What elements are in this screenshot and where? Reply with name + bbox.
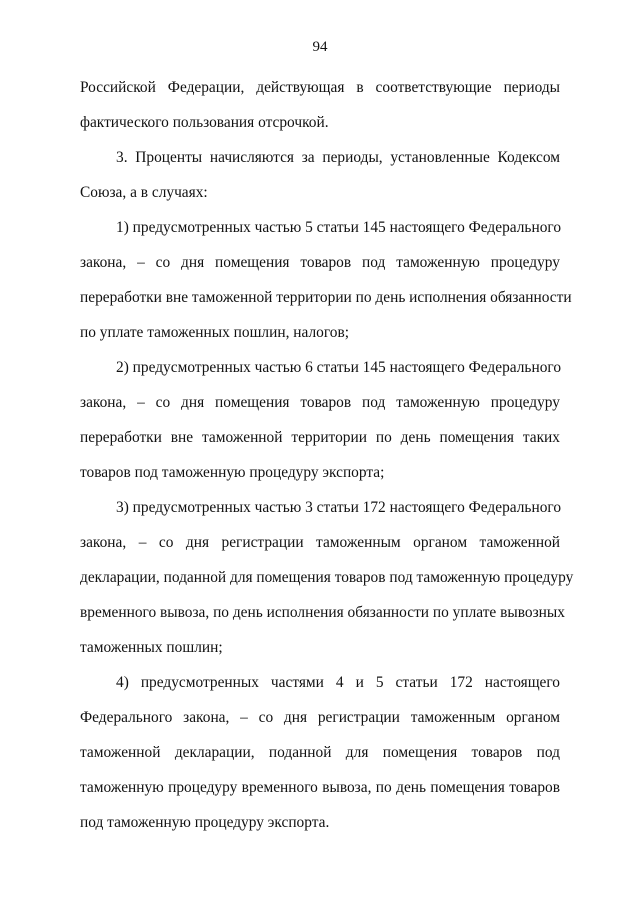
text-line: закона, – со дня помещения товаров под таможенную процедуру xyxy=(80,394,560,411)
text-line: Российской Федерации, действующая в соответствующие периоды xyxy=(80,79,560,96)
text-line: таможенной декларации, поданной для помещения товаров под xyxy=(80,744,560,761)
text-line: фактического пользования отсрочкой. xyxy=(80,114,329,131)
paragraph-subitem-4 xyxy=(80,665,560,840)
text-line: 3. Проценты начисляются за периоды, установленные Кодексом xyxy=(116,149,560,166)
text-line: товаров под таможенную процедуру экспорта; xyxy=(80,464,385,481)
text-line: под таможенную процедуру экспорта. xyxy=(80,814,330,831)
paragraph-item-3 xyxy=(80,140,560,210)
paragraph-continuation xyxy=(80,70,560,140)
text-line: Федерального закона, – со дня регистрации таможенным органом xyxy=(80,709,560,726)
text-line: 3) предусмотренных частью 3 статьи 172 настоящего Федерального xyxy=(116,499,562,516)
paragraph-subitem-3 xyxy=(80,490,574,665)
text-line: переработки вне таможенной территории по день исполнения обязанности xyxy=(80,289,572,306)
text-line: 4) предусмотренных частями 4 и 5 статьи 172 настоящего xyxy=(116,674,560,691)
text-line: декларации, поданной для помещения товаров под таможенную процедуру xyxy=(80,569,574,586)
text-line: закона, – со дня регистрации таможенным органом таможенной xyxy=(80,534,560,551)
text-line: 1) предусмотренных частью 5 статьи 145 настоящего Федерального xyxy=(116,219,562,236)
document-body xyxy=(80,70,574,840)
page-number: 94 xyxy=(312,39,328,55)
text-line: по уплате таможенных пошлин, налогов; xyxy=(80,324,350,341)
text-line: таможенных пошлин; xyxy=(80,639,223,656)
paragraph-subitem-1 xyxy=(80,210,572,350)
text-line: таможенную процедуру временного вывоза, по день помещения товаров xyxy=(80,779,560,796)
text-line: 2) предусмотренных частью 6 статьи 145 настоящего Федерального xyxy=(116,359,562,376)
text-line: закона, – со дня помещения товаров под таможенную процедуру xyxy=(80,254,560,271)
paragraph-subitem-2 xyxy=(80,350,560,490)
text-line: временного вывоза, по день исполнения обязанности по уплате вывозных xyxy=(80,604,565,621)
text-line: переработки вне таможенной территории по день помещения таких xyxy=(80,429,560,446)
text-line: Союза, а в случаях: xyxy=(80,184,208,201)
